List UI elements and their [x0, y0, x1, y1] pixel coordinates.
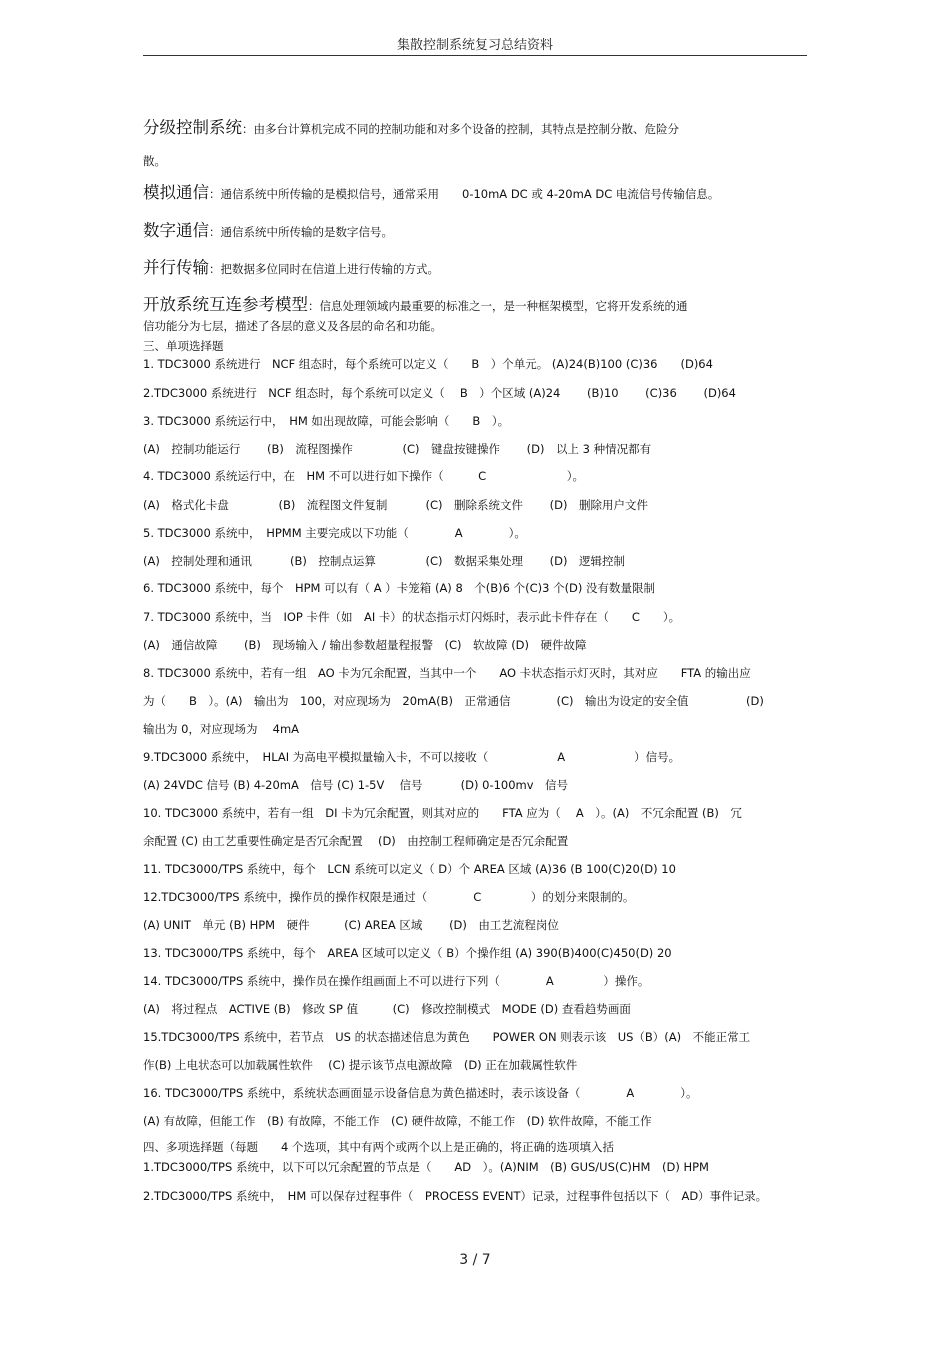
text-line — [143, 777, 807, 793]
text-line — [143, 1001, 807, 1017]
text-line — [143, 338, 807, 354]
line-text: 12.TDC3000/TPS 系统中，操作员的操作权限是通过（ C ）的划分来限制的。 — [143, 890, 635, 904]
text-line — [143, 1188, 807, 1204]
text-line — [143, 1113, 807, 1129]
line-text: 2.TDC3000/TPS 系统中， HM 可以保存过程事件（ PROCESS EVENT）记录，过程事件包括以下（ AD）事件记录。 — [143, 1189, 768, 1203]
text-line — [143, 441, 807, 457]
line-text: (A) 通信故障 (B) 现场输入 / 输出参数超量程报警 (C) 软故障 (D) 硬件故障 — [143, 638, 587, 652]
text-line — [143, 749, 807, 765]
line-text: 9.TDC3000 系统中， HLAI 为高电平模拟量输入卡，不可以接收（ A ）信号。 — [143, 750, 681, 764]
text-line — [143, 1057, 807, 1073]
text-line — [143, 525, 807, 541]
text-line — [143, 468, 807, 484]
line-text: 3. TDC3000 系统运行中， HM 如出现故障，可能会影响（ B ）。 — [143, 414, 510, 428]
line-text: (A) 控制处理和通讯 (B) 控制点运算 (C) 数据采集处理 (D) 逻辑控制 — [143, 554, 625, 568]
line-text: 2.TDC3000 系统进行 NCF 组态时，每个系统可以定义（ B ）个区域 (A)24 (B)10 (C)36 (D)64 — [143, 386, 736, 400]
text-line — [143, 497, 807, 513]
text-line — [143, 1159, 807, 1175]
line-text: 为（ B ）。(A) 输出为 100，对应现场为 20mA(B) 正常通信 (C) 输出为设定的安全值 (D) — [143, 694, 764, 708]
line-text: 6. TDC3000 系统中，每个 HPM 可以有（ A ）卡笼箱 (A) 8 个(B)6 个(C)3 个(D) 没有数量限制 — [143, 581, 656, 595]
text-line — [143, 120, 807, 137]
line-text: 10. TDC3000 系统中，若有一组 DI 卡为冗余配置，则其对应的 FTA 应为（ A ）。(A) 不冗余配置 (B) 冗 — [143, 806, 742, 820]
line-text: 11. TDC3000/TPS 系统中，每个 LCN 系统可以定义（ D）个 AREA 区域 (A)36 (B 100(C)20(D) 10 — [143, 862, 676, 876]
line-text: (A) 将过程点 ACTIVE (B) 修改 SP 值 (C) 修改控制模式 MODE (D) 查看趋势画面 — [143, 1002, 631, 1016]
term-definition: ：通信系统中所传输的是模拟信号，通常采用 0-10mA DC 或 4-20mA DC 电流信号传输信息。 — [209, 187, 720, 201]
header-rule — [143, 55, 807, 56]
text-line — [143, 693, 807, 709]
text-line — [143, 973, 807, 989]
page-number: 3 / 7 — [459, 1252, 491, 1268]
text-line — [143, 356, 807, 372]
line-text: 四、多项选择题（每题 4 个选项，其中有两个或两个以上是正确的，将正确的选项填入括 — [143, 1140, 614, 1154]
line-text: 16. TDC3000/TPS 系统中，系统状态画面显示设备信息为黄色描述时，表示该设备（ A ）。 — [143, 1086, 698, 1100]
term-definition: ：把数据多位同时在信道上进行传输的方式。 — [209, 262, 439, 276]
text-line — [143, 609, 807, 625]
line-text: (A) 格式化卡盘 (B) 流程图文件复制 (C) 删除系统文件 (D) 删除用户文件 — [143, 498, 648, 512]
line-text: 8. TDC3000 系统中，若有一组 AO 卡为冗余配置，当其中一个 AO 卡状态指示灯灭时，其对应 FTA 的输出应 — [143, 666, 751, 680]
line-text: 14. TDC3000/TPS 系统中，操作员在操作组画面上不可以进行下列（ A ）操作。 — [143, 974, 650, 988]
text-line — [143, 1029, 807, 1045]
term-heading: 开放系统互连参考模型 — [143, 295, 308, 314]
text-line — [143, 153, 807, 169]
text-line — [143, 1085, 807, 1101]
term-heading: 并行传输 — [143, 258, 209, 277]
text-line — [143, 185, 807, 202]
text-line — [143, 553, 807, 569]
line-text: 1. TDC3000 系统进行 NCF 组态时，每个系统可以定义（ B ）个单元。 (A)24(B)100 (C)36 (D)64 — [143, 357, 713, 371]
text-line — [143, 637, 807, 653]
text-line — [143, 413, 807, 429]
page-header: 集散控制系统复习总结资料 — [396, 38, 553, 53]
text-line — [143, 917, 807, 933]
line-text: 13. TDC3000/TPS 系统中，每个 AREA 区域可以定义（ B）个操作组 (A) 390(B)400(C)450(D) 20 — [143, 946, 672, 960]
line-text: 输出为 0，对应现场为 4mA — [143, 722, 300, 736]
text-line — [143, 721, 807, 737]
line-text: (A) UNIT 单元 (B) HPM 硬件 (C) AREA 区域 (D) 由工艺流程岗位 — [143, 918, 559, 932]
line-text: 5. TDC3000 系统中， HPMM 主要完成以下功能（ A ）。 — [143, 526, 526, 540]
text-line — [143, 580, 807, 596]
text-line — [143, 861, 807, 877]
text-line — [143, 297, 807, 314]
line-text: 7. TDC3000 系统中，当 IOP 卡件（如 AI 卡）的状态指示灯闪烁时，表示此卡件存在（ C ）。 — [143, 610, 681, 624]
text-line — [143, 1139, 807, 1155]
term-heading: 模拟通信 — [143, 183, 209, 202]
line-text: (A) 控制功能运行 (B) 流程图操作 (C) 键盘按键操作 (D) 以上 3 种情况都有 — [143, 442, 652, 456]
text-line — [143, 318, 807, 334]
text-line — [143, 385, 807, 401]
text-line — [143, 889, 807, 905]
text-line — [143, 665, 807, 681]
line-text: 三、单项选择题 — [143, 339, 224, 353]
line-text: 4. TDC3000 系统运行中，在 HM 不可以进行如下操作（ C ）。 — [143, 469, 584, 483]
term-definition: ：通信系统中所传输的是数字信号。 — [209, 225, 393, 239]
term-heading: 数字通信 — [143, 221, 209, 240]
line-text: 散。 — [143, 154, 166, 168]
text-line — [143, 833, 807, 849]
line-text: 余配置 (C) 由工艺重要性确定是否冗余配置 (D) 由控制工程师确定是否冗余配置 — [143, 834, 569, 848]
line-text: (A) 24VDC 信号 (B) 4-20mA 信号 (C) 1-5V 信号 (D) 0-100mv 信号 — [143, 778, 569, 792]
line-text: 作(B) 上电状态可以加载属性软件 (C) 提示该节点电源故障 (D) 正在加载属性软件 — [143, 1058, 578, 1072]
line-text: 15.TDC3000/TPS 系统中，若节点 US 的状态描述信息为黄色 POWER ON 则表示该 US（B）(A) 不能正常工 — [143, 1030, 751, 1044]
line-text: (A) 有故障，但能工作 (B) 有故障，不能工作 (C) 硬件故障，不能工作 (D) 软件故障，不能工作 — [143, 1114, 652, 1128]
text-line — [143, 260, 807, 277]
term-heading: 分级控制系统 — [143, 118, 242, 137]
text-line — [143, 805, 807, 821]
line-text: 信功能分为七层，描述了各层的意义及各层的命名和功能。 — [143, 319, 442, 333]
text-line — [143, 945, 807, 961]
term-definition: ：由多台计算机完成不同的控制功能和对多个设备的控制，其特点是控制分散、危险分 — [242, 122, 679, 136]
term-definition: ：信息处理领域内最重要的标准之一，是一种框架模型，它将开发系统的通 — [308, 299, 688, 313]
text-line — [143, 223, 807, 240]
line-text: 1.TDC3000/TPS 系统中，以下可以冗余配置的节点是（ AD ）。(A)NIM (B) GUS/US(C)HM (D) HPM — [143, 1160, 709, 1174]
